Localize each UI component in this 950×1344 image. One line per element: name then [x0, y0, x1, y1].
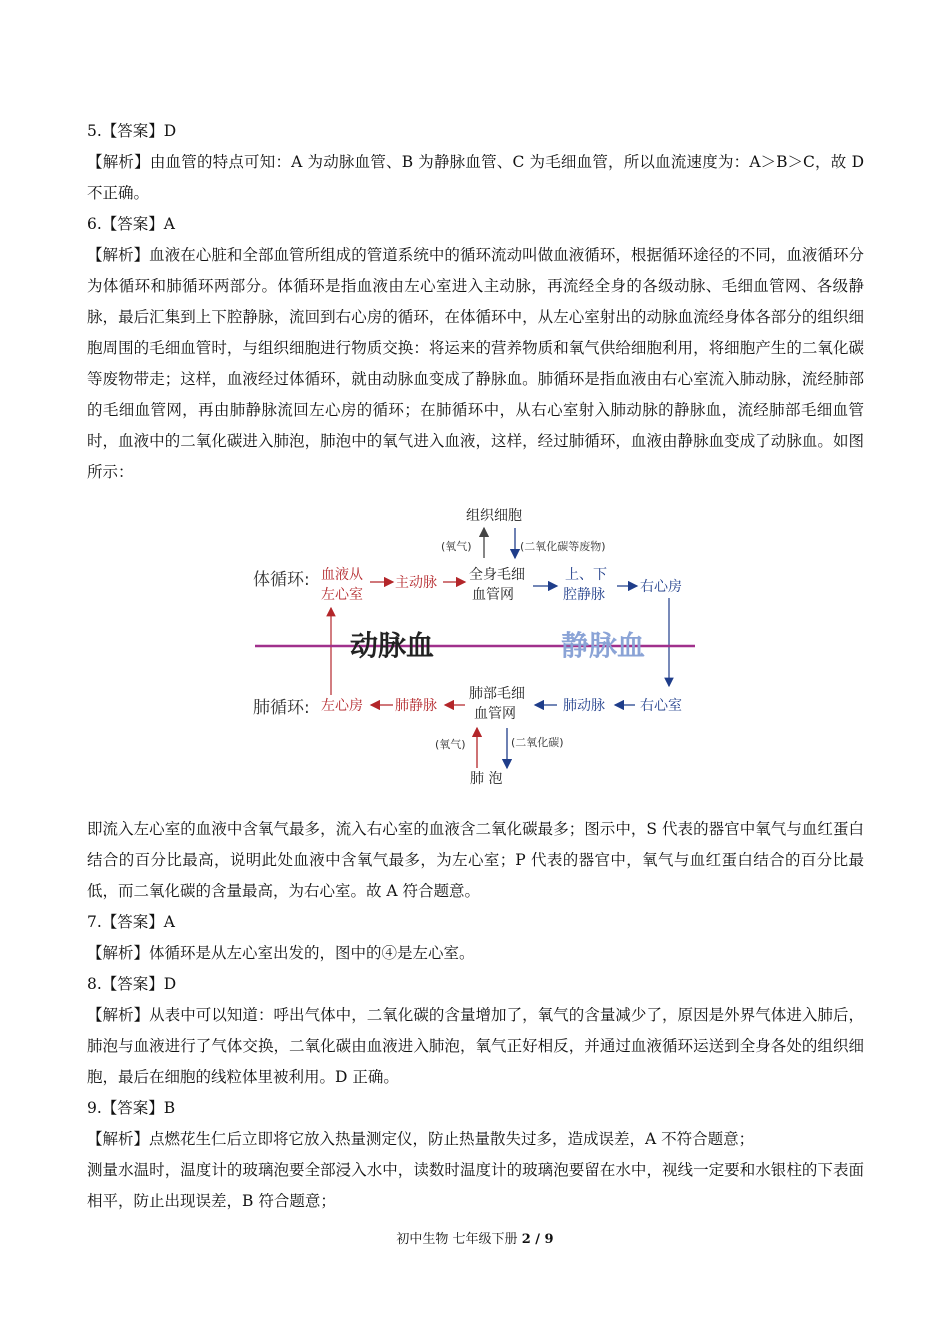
pulmonary-label: 肺循环: [253, 698, 310, 718]
lung-cap-label-1: 肺部毛细 [469, 686, 525, 702]
analysis-6: 【解析】血液在心脏和全部血管所组成的管道系统中的循环流动叫做血液循环，根据循环途径的不同，血液循环分为体循环和肺循环两部分。体循环是指血液由左心室进入主动脉，再流经全身的各级动脉、毛细血管网、各级静脉，最后汇集到上下腔静脉，流回到右心房的循环，在体循环中，从左心室射出的动脉血流经身体各部分的组织细胞周围的毛细血管时，与组织细胞进行物质交换：将运来的营养物质和氧气供给细胞利用，将细胞产生的二氧化碳等废物带走；这样，血液经过体循环，就由动脉血变成了静脉血。肺循环是指血液由右心室流入肺动脉，流经肺部的毛细血管网，再由肺静脉流回左心房的循环；在肺循环中，从右心室射入肺动脉的静脉血，流经肺部毛细血管时，血液中的二氧化碳进入肺泡，肺泡中的氧气进入血液，这样，经过肺循环，血液由静脉血变成了动脉血。如图所示： [87, 246, 864, 481]
answer-9: 9.【答案】B [87, 1099, 176, 1117]
venous-blood-label: 静脉血 [561, 629, 646, 662]
analysis-6-continued: 即流入左心室的血液中含氧气最多，流入右心室的血液含二氧化碳最多；图示中，S 代表的器官中氧气与血红蛋白结合的百分比最高，说明此处血液中含氧气最多，为左心室；P 代表的器官中，氧气与血红蛋白结合的百分比最低，而二氧化碳的含量最高，为右心室。故 A 符合题意。 [87, 820, 864, 900]
right-atrium-label: 右心房 [640, 579, 682, 595]
oxygen-top-label: (氧气) [441, 540, 472, 553]
analysis-8: 【解析】从表中可以知道：呼出气体中，二氧化碳的含量增加了，氧气的含量减少了，原因是外界气体进入肺后，肺泡与血液进行了气体交换，二氧化碳由血液进入肺泡，氧气正好相反，并通过血液循环运送到全身各处的组织细胞，最后在细胞的线粒体里被利用。D 正确。 [87, 1006, 864, 1086]
analysis-5: 【解析】由血管的特点可知：A 为动脉血管、B 为静脉血管、C 为毛细血管，所以血流速度为：A＞B＞C，故 D 不正确。 [87, 153, 864, 202]
analysis-9-continued: 测量水温时，温度计的玻璃泡要全部浸入水中，读数时温度计的玻璃泡要留在水中，视线一定要和水银柱的下表面相平，防止出现误差，B 符合题意； [87, 1161, 864, 1210]
body-cap-label-1: 全身毛细 [469, 567, 525, 583]
pulmonary-artery-label: 肺动脉 [563, 698, 605, 714]
left-atrium-label: 左心房 [321, 698, 363, 714]
co2-bottom-label: (二氧化碳) [511, 736, 564, 749]
blood-from-label: 血液从 [321, 567, 363, 583]
answer-6: 6.【答案】A [87, 215, 175, 233]
pulmonary-vein-label: 肺静脉 [395, 698, 437, 714]
lung-cap-label-2: 血管网 [474, 706, 516, 722]
answer-7: 7.【答案】A [87, 913, 175, 931]
systemic-label: 体循环: [253, 570, 310, 590]
analysis-7: 【解析】体循环是从左心室出发的，图中的④是左心室。 [87, 944, 475, 962]
page-footer [0, 1228, 950, 1247]
arterial-blood-label: 动脉血 [350, 629, 435, 662]
oxygen-bottom-label: (氧气) [435, 738, 466, 751]
body-cap-label-2: 血管网 [472, 587, 514, 603]
blood-circulation-diagram [245, 500, 705, 795]
left-ventricle-label: 左心室 [321, 587, 363, 603]
co2-waste-label: (二氧化碳等废物) [520, 540, 606, 553]
answer-8: 8.【答案】D [87, 975, 177, 993]
analysis-9: 【解析】点燃花生仁后立即将它放入热量测定仪，防止热量散失过多，造成误差，A 不符合题意； [87, 1130, 755, 1148]
aorta-label: 主动脉 [395, 575, 437, 591]
footer-text: 初中生物 七年级下册 [396, 1232, 518, 1247]
vena-cava-label-2: 腔静脉 [563, 587, 605, 603]
circulation-svg [245, 500, 705, 795]
right-ventricle-label: 右心室 [640, 698, 682, 714]
answer-5: 5.【答案】D [87, 122, 177, 140]
tissue-cells-label: 组织细胞 [466, 508, 522, 524]
page-number: 2 / 9 [521, 1232, 554, 1247]
vena-cava-label-1: 上、下 [565, 567, 607, 583]
alveoli-label: 肺 泡 [470, 771, 503, 787]
